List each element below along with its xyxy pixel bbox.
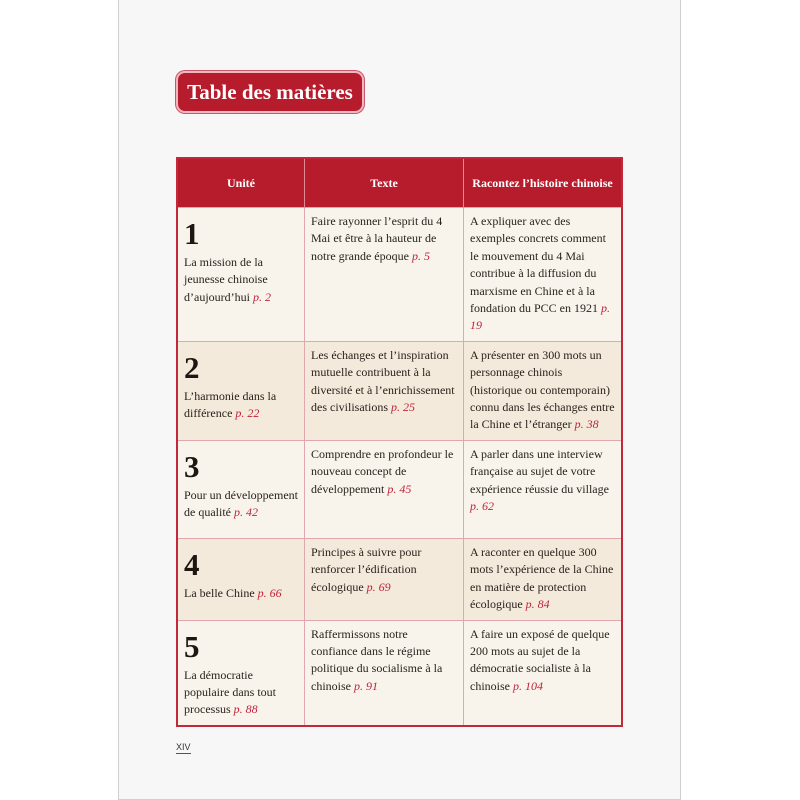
- text-cell: [305, 440, 464, 538]
- unit-page-link[interactable]: p. 42: [233, 505, 258, 520]
- story-title: A faire un exposé de quelque 200 mots au sujet de la démocratie socialiste à la chinoise: [470, 626, 610, 693]
- story-title: A expliquer avec des exemples concrets comment le mouvement du 4 Mai contribue à la diffusion du marxisme en Chine et à la fondation du PCC en 1921: [470, 214, 606, 316]
- table-row: [177, 620, 622, 726]
- unit-number: 4: [184, 546, 200, 582]
- unit-cell: [177, 208, 305, 342]
- text-title: Comprendre en profondeur le nouveau concept de développement: [311, 446, 454, 496]
- story-cell: [464, 208, 623, 342]
- unit-title: L’harmonie dans la différence: [184, 388, 277, 421]
- table-row: [177, 341, 622, 440]
- text-cell: [305, 341, 464, 440]
- story-cell: [464, 341, 623, 440]
- page-title: Table des matières: [176, 71, 364, 113]
- page-number: XIV: [176, 742, 191, 752]
- story-cell: [464, 440, 623, 538]
- header-unite: Unité: [177, 158, 305, 208]
- story-page-link[interactable]: p. 19: [470, 301, 610, 333]
- header-texte: Texte: [305, 158, 464, 208]
- table-row: [177, 440, 622, 538]
- text-page-link[interactable]: p. 91: [354, 678, 378, 693]
- story-page-link[interactable]: p. 62: [470, 499, 494, 514]
- text-cell: [305, 620, 464, 726]
- story-page-link[interactable]: p. 104: [513, 678, 543, 693]
- text-cell: [305, 538, 464, 620]
- unit-title: La mission de la jeunesse chinoise d’aujourd’hui: [184, 255, 268, 304]
- unit-page-link[interactable]: p. 66: [257, 585, 282, 600]
- unit-page-link[interactable]: p. 2: [252, 289, 271, 304]
- unit-title: La démocratie populaire dans tout processus: [184, 667, 276, 717]
- story-page-link[interactable]: p. 38: [574, 417, 599, 432]
- unit-cell: [177, 620, 305, 726]
- story-cell: [464, 620, 623, 726]
- unit-cell: [177, 341, 305, 440]
- text-page-link[interactable]: p. 69: [366, 579, 391, 594]
- story-cell: [464, 538, 623, 620]
- header-racontez: Racontez l’histoire chinoise: [464, 158, 623, 208]
- story-title: A parler dans une interview française au sujet de votre expérience réussie du village: [470, 446, 609, 496]
- text-title: Les échanges et l’inspiration mutuelle contribuent à la diversité et à l’enrichissement des civilisations: [311, 347, 455, 415]
- unit-title: Pour un développement de qualité: [184, 487, 298, 520]
- unit-title: La belle Chine: [184, 585, 255, 600]
- text-title: Principes à suivre pour renforcer l’édification écologique: [311, 544, 422, 594]
- unit-number: 3: [184, 448, 200, 484]
- unit-cell: [177, 440, 305, 538]
- text-cell: [305, 208, 464, 342]
- text-title: Faire rayonner l’esprit du 4 Mai et être à la hauteur de notre grande époque: [311, 214, 443, 263]
- unit-cell: [177, 538, 305, 620]
- text-page-link[interactable]: p. 25: [391, 400, 415, 415]
- text-page-link[interactable]: p. 5: [411, 248, 430, 263]
- story-title: A présenter en 300 mots un personnage chinois (historique ou contemporain) connu dans les échanges entre la Chine et l’étranger: [470, 347, 615, 432]
- table-header-row: [177, 158, 622, 208]
- story-page-link[interactable]: p. 84: [525, 597, 550, 612]
- table-row: [177, 538, 622, 620]
- contents-table: [176, 157, 623, 727]
- text-page-link[interactable]: p. 45: [387, 481, 412, 496]
- unit-page-link[interactable]: p. 22: [235, 406, 260, 421]
- unit-number: 1: [184, 216, 200, 251]
- story-title: A raconter en quelque 300 mots l’expérience de la Chine en matière de protection écologique: [470, 544, 614, 612]
- text-title: Raffermissons notre confiance dans le régime politique du socialisme à la chinoise: [311, 626, 443, 693]
- unit-number: 2: [184, 349, 200, 385]
- unit-page-link[interactable]: p. 88: [233, 702, 258, 717]
- table-row: [177, 208, 622, 342]
- unit-number: 5: [184, 628, 200, 664]
